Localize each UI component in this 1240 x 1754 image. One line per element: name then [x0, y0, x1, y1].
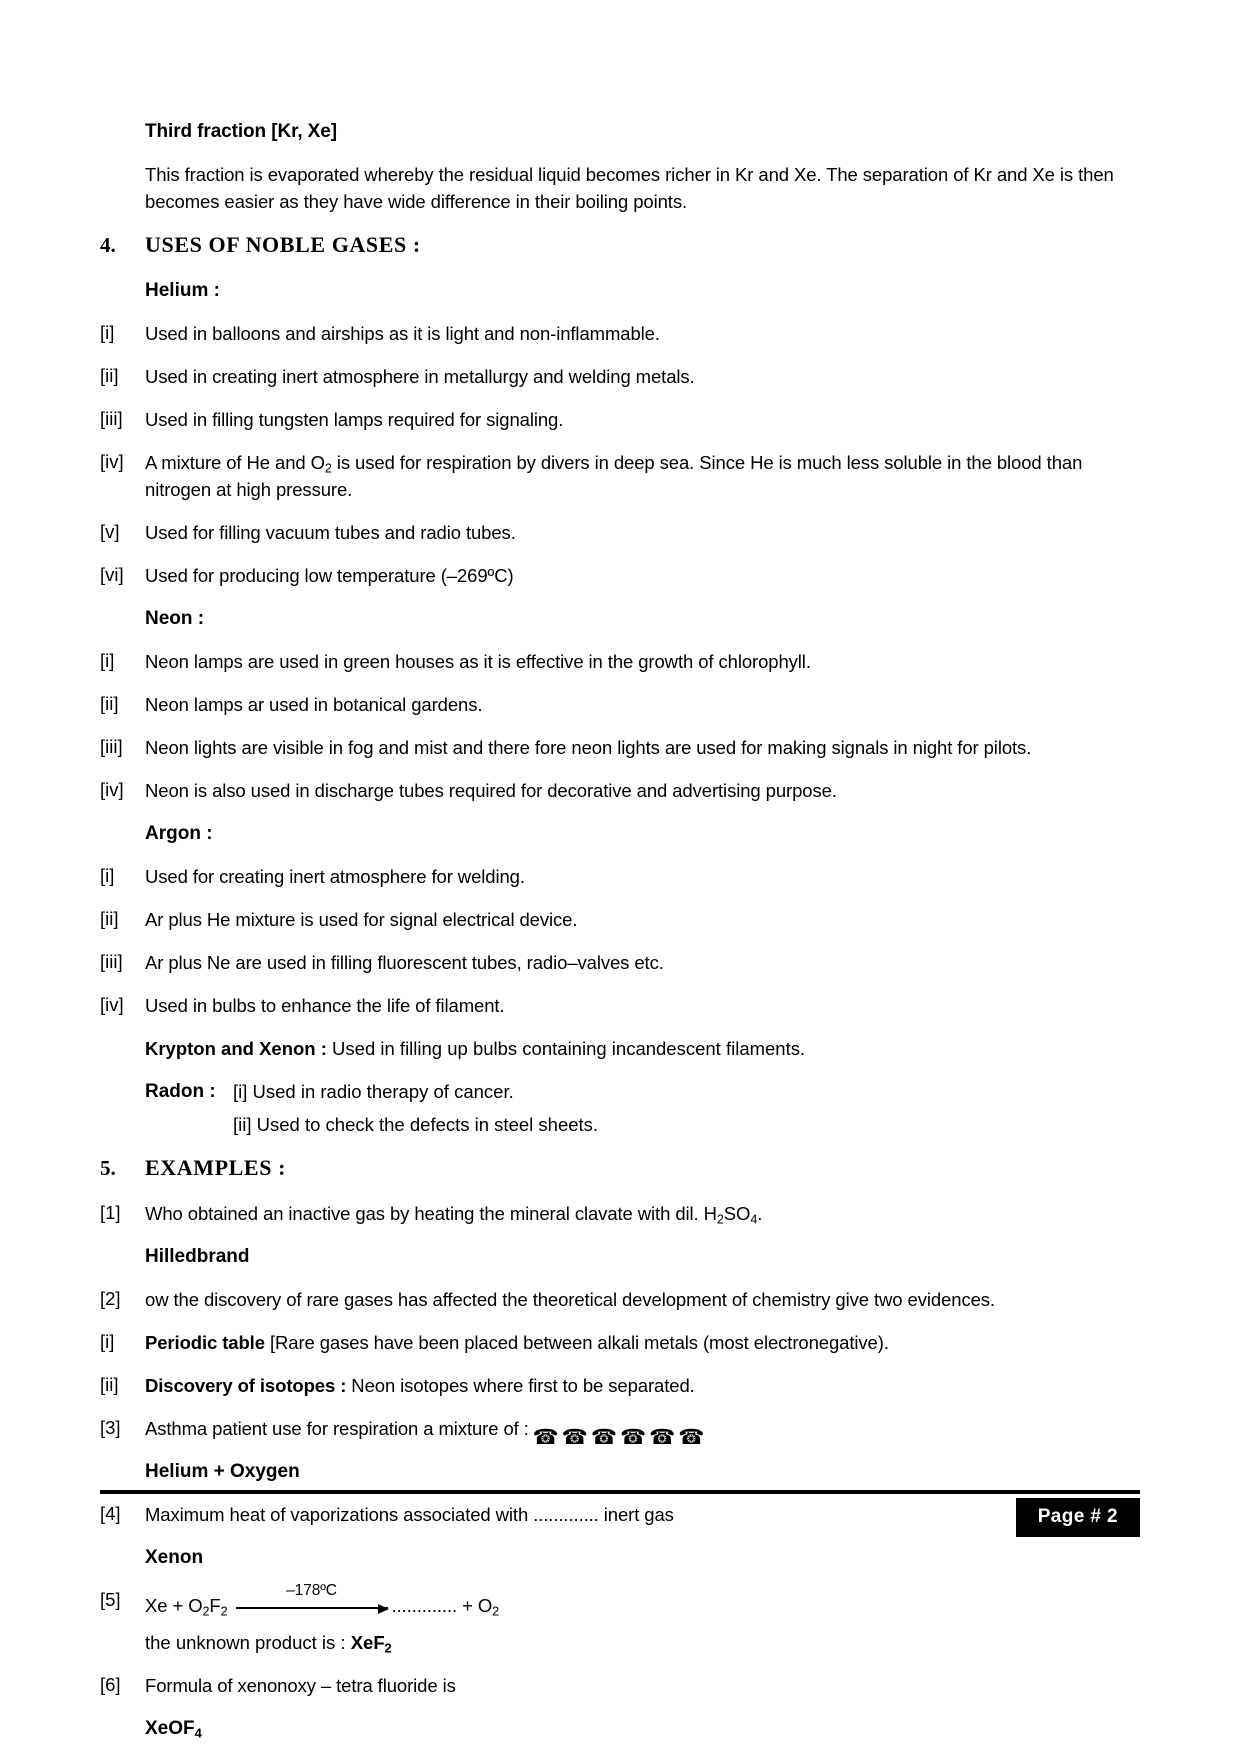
text-pre: A mixture of He and O — [145, 452, 325, 473]
list-text: Neon lamps ar used in botanical gardens. — [145, 694, 483, 715]
footer-divider — [100, 1490, 1140, 1494]
example-text — [145, 1329, 1140, 1356]
section-4-title: USES OF NOBLE GASES : — [145, 232, 421, 257]
example-text — [145, 1372, 1140, 1399]
list-text — [145, 449, 1140, 503]
list-item — [100, 992, 1140, 1019]
arrow-shaft — [236, 1607, 388, 1609]
list-item — [100, 363, 1140, 390]
list-item — [100, 648, 1140, 675]
example-equation-item — [100, 1582, 1140, 1619]
list-text: Neon lights are visible in fog and mist and there fore neon lights are used for making signals in night for pilots. — [145, 737, 1032, 758]
subscript: 2 — [492, 1604, 500, 1619]
list-item — [100, 320, 1140, 347]
bold-lead: Periodic table — [145, 1332, 265, 1353]
krypton-xenon-line — [145, 1035, 1140, 1062]
list-item — [100, 949, 1140, 976]
example-marker: [6] — [100, 1674, 121, 1695]
example-marker: [5] — [100, 1589, 121, 1610]
example-marker: [i] — [100, 1331, 115, 1352]
answer-formula: XeOF — [145, 1718, 195, 1739]
list-text: Neon lamps are used in green houses as it is effective in the growth of chlorophyll. — [145, 651, 811, 672]
list-text: Used in creating inert atmosphere in metallurgy and welding metals. — [145, 366, 695, 387]
footer-ornament-icons: ☎☎☎☎☎☎ — [532, 1426, 708, 1449]
example-marker: [3] — [100, 1417, 121, 1438]
list-item — [100, 691, 1140, 718]
subscript: 2 — [202, 1604, 210, 1619]
list-item — [100, 777, 1140, 804]
text-mid: SO — [723, 1203, 751, 1224]
text-post: . — [757, 1203, 763, 1224]
product-blank: ............. + O — [391, 1595, 493, 1616]
neon-heading: Neon : — [145, 608, 205, 629]
list-text: Used in filling tungsten lamps required for signaling. — [145, 409, 564, 430]
example-answer — [145, 1715, 1140, 1742]
argon-heading: Argon : — [145, 823, 213, 844]
example-marker: [4] — [100, 1503, 121, 1524]
section-5-number: 5. — [100, 1156, 116, 1180]
list-marker: [ii] — [100, 693, 119, 714]
example-marker: [ii] — [100, 1374, 119, 1395]
radon-item: [ii] Used to check the defects in steel sheets. — [233, 1114, 599, 1135]
example-subitem — [100, 1372, 1140, 1399]
example-answer: Xenon — [145, 1547, 204, 1568]
example-item — [100, 1501, 1140, 1528]
formula-text: XeF — [350, 1632, 385, 1653]
list-text: Used in bulbs to enhance the life of filament. — [145, 995, 505, 1016]
section-4-number: 4. — [100, 233, 116, 257]
bold-lead: Discovery of isotopes : — [145, 1375, 347, 1396]
list-text: Ar plus He mixture is used for signal electrical device. — [145, 909, 578, 930]
radon-line-second — [145, 1111, 1140, 1138]
list-item — [100, 734, 1140, 761]
list-marker: [vi] — [100, 564, 124, 585]
example-text — [145, 1200, 1140, 1227]
reactant-pre: Xe + O — [145, 1595, 203, 1616]
list-marker: [v] — [100, 521, 120, 542]
list-marker: [i] — [100, 322, 115, 343]
equation-product — [392, 1592, 500, 1619]
example-text: ow the discovery of rare gases has affected the theoretical development of chemistry give two evidences. — [145, 1289, 995, 1310]
list-marker: [iii] — [100, 408, 123, 429]
list-marker: [iv] — [100, 779, 124, 800]
third-fraction-paragraph: This fraction is evaporated whereby the residual liquid becomes richer in Kr and Xe. The separation of Kr and Xe is then becomes easier as they have wide difference in their boiling points. — [145, 164, 1114, 212]
third-fraction-paragraph-row — [100, 161, 1140, 215]
list-item — [100, 863, 1140, 890]
text-post: is used for respiration by divers in deep sea. Since He is much less soluble in the blood than nitrogen at high pressure. — [145, 452, 1083, 500]
page-number-badge: Page # 2 — [1016, 1498, 1140, 1537]
third-fraction-heading: Third fraction [Kr, Xe] — [145, 121, 337, 142]
list-marker: [iii] — [100, 951, 123, 972]
krypton-xenon-text: Used in filling up bulbs containing incandescent filaments. — [326, 1038, 806, 1059]
list-text: Used for creating inert atmosphere for welding. — [145, 866, 525, 887]
followup-pre: the unknown product is : — [145, 1632, 351, 1653]
list-item — [100, 562, 1140, 589]
list-text: Neon is also used in discharge tubes required for decorative and advertising purpose. — [145, 780, 837, 801]
example-answer: Helium + Oxygen — [145, 1461, 300, 1482]
example-item — [100, 1672, 1140, 1699]
list-marker: [iv] — [100, 451, 124, 472]
list-marker: [i] — [100, 865, 115, 886]
third-fraction-heading-row — [100, 118, 1140, 145]
followup-formula — [350, 1632, 392, 1656]
list-item — [100, 449, 1140, 503]
example-marker: [1] — [100, 1202, 121, 1223]
list-marker: [iv] — [100, 994, 124, 1015]
example-text: Asthma patient use for respiration a mixture of : — [145, 1418, 529, 1439]
subscript: 2 — [324, 461, 332, 476]
list-item — [100, 906, 1140, 933]
radon-block — [145, 1078, 1140, 1138]
equation-line — [145, 1582, 1140, 1619]
text-pre: Who obtained an inactive gas by heating the mineral clavate with dil. H — [145, 1203, 717, 1224]
reaction-arrow-icon — [236, 1582, 388, 1617]
list-item — [100, 406, 1140, 433]
subscript: 4 — [194, 1725, 202, 1741]
equation-reactant — [145, 1592, 228, 1619]
section-5-heading-row — [100, 1154, 1140, 1182]
list-marker: [ii] — [100, 365, 119, 386]
arrow-head — [378, 1604, 389, 1614]
krypton-xenon-label: Krypton and Xenon : — [145, 1038, 327, 1059]
text-rest: Neon isotopes where first to be separated. — [346, 1375, 695, 1396]
radon-label: Radon : — [145, 1081, 216, 1102]
reaction-equation — [145, 1582, 1140, 1619]
text-rest: [Rare gases have been placed between alkali metals (most electronegative). — [264, 1332, 889, 1353]
example-subitem — [100, 1329, 1140, 1356]
list-marker: [ii] — [100, 908, 119, 929]
example-item — [100, 1200, 1140, 1227]
list-item — [100, 519, 1140, 546]
list-marker: [i] — [100, 650, 115, 671]
list-text: Used for producing low temperature (–269ºC) — [145, 565, 514, 586]
arrow-condition: –178ºC — [286, 1582, 337, 1599]
radon-item: [i] Used in radio therapy of cancer. — [233, 1081, 514, 1102]
example-answer: Hilledbrand — [145, 1246, 250, 1267]
list-text: Used in balloons and airships as it is light and non-inflammable. — [145, 323, 660, 344]
section-4-heading-row — [100, 231, 1140, 259]
reactant-mid: F — [209, 1595, 221, 1616]
subscript: 4 — [750, 1212, 758, 1227]
section-5-title: EXAMPLES : — [145, 1155, 287, 1180]
helium-heading: Helium : — [145, 280, 220, 301]
subscript: 2 — [220, 1604, 228, 1619]
example-text: Formula of xenonoxy – tetra fluoride is — [145, 1675, 456, 1696]
subscript: 2 — [384, 1641, 392, 1656]
example-item — [100, 1286, 1140, 1313]
list-text: Used for filling vacuum tubes and radio tubes. — [145, 522, 516, 543]
example-marker: [2] — [100, 1288, 121, 1309]
list-marker: [iii] — [100, 736, 123, 757]
subscript: 2 — [716, 1212, 724, 1227]
example-text: Maximum heat of vaporizations associated with ............. inert gas — [145, 1504, 674, 1525]
example-followup — [145, 1629, 1140, 1656]
radon-line-first — [145, 1078, 1140, 1105]
list-text: Ar plus Ne are used in filling fluorescent tubes, radio–valves etc. — [145, 952, 664, 973]
